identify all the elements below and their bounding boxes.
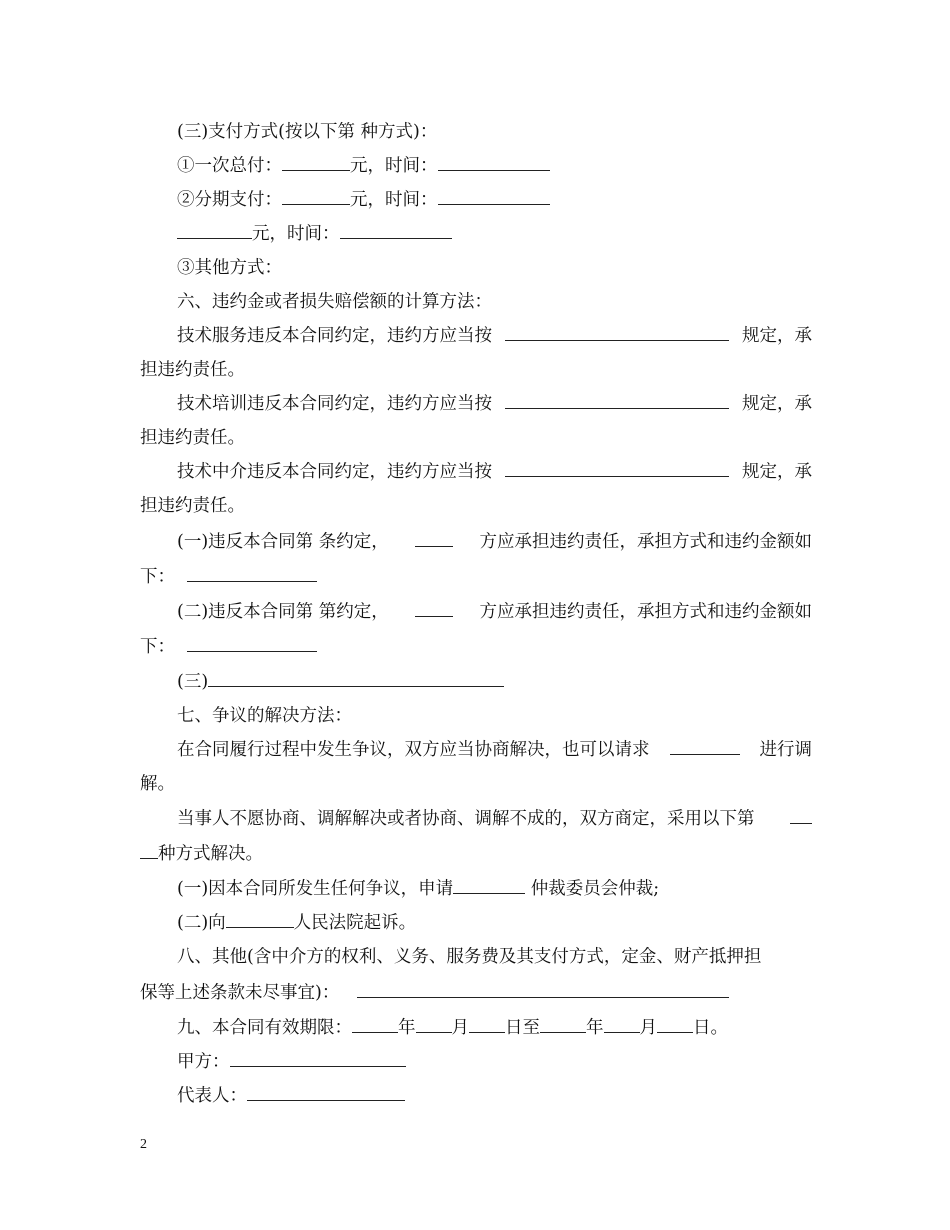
lump-sum-payment-line: ①一次总付： 元，时间： xyxy=(177,155,812,177)
rule-blank[interactable] xyxy=(505,461,729,477)
tech-service-clause: 技术服务违反本合同约定，违约方应当按 规定，承 xyxy=(177,326,812,346)
mediator-blank[interactable] xyxy=(670,739,740,755)
section-nine-term: 九、本合同有效期限： 年 月 日至 年 月 日。 xyxy=(177,1018,728,1038)
page-number: 2 xyxy=(140,1137,147,1152)
other-matters-blank[interactable] xyxy=(357,982,729,998)
section-seven-heading: 七、争议的解决方法： xyxy=(177,706,352,726)
dispute-mediation-clause: 在合同履行过程中发生争议，双方应当协商解决，也可以请求 进行调 xyxy=(177,740,812,760)
party-blank[interactable] xyxy=(415,601,453,617)
representative-blank[interactable] xyxy=(247,1085,405,1101)
breach-clause-two: (二)违反本合同第 第约定， 方应承担违约责任，承担方式和违约金额如 xyxy=(177,602,812,622)
start-day-blank[interactable] xyxy=(469,1017,505,1033)
breach-clause-three: (三) xyxy=(177,671,812,693)
amount-blank[interactable] xyxy=(282,155,350,171)
breach-clause-one: (一)违反本合同第 条约定， 方应承担违约责任，承担方式和违约金额如 xyxy=(177,532,812,552)
time-blank[interactable] xyxy=(340,223,452,239)
option-blank[interactable] xyxy=(790,808,812,824)
start-month-blank[interactable] xyxy=(416,1017,452,1033)
end-month-blank[interactable] xyxy=(604,1017,640,1033)
arbitration-option: (一)因本合同所发生任何争议，申请 仲裁委员会仲裁; xyxy=(177,879,660,899)
party-a-line: 甲方： xyxy=(177,1051,812,1073)
breach-clause-one-cont: 下： xyxy=(140,566,812,588)
section-eight-cont: 保等上述条款未尽事宜)： xyxy=(140,982,812,1004)
installment-extra-line: 元，时间： xyxy=(177,223,812,245)
tech-training-clause-cont: 担违约责任。 xyxy=(140,428,245,448)
tech-intermediary-clause-cont: 担违约责任。 xyxy=(140,496,245,516)
arbitration-committee-blank[interactable] xyxy=(453,878,525,894)
start-year-blank[interactable] xyxy=(352,1017,398,1033)
time-blank[interactable] xyxy=(438,155,550,171)
tech-service-clause-cont: 担违约责任。 xyxy=(140,360,245,380)
end-year-blank[interactable] xyxy=(540,1017,586,1033)
rule-blank[interactable] xyxy=(505,393,729,409)
time-blank[interactable] xyxy=(438,189,550,205)
other-payment-line: ③其他方式： xyxy=(177,258,282,278)
installment-payment-line: ②分期支付： 元，时间： xyxy=(177,189,812,211)
section-six-heading: 六、违约金或者损失赔偿额的计算方法： xyxy=(177,292,492,312)
tech-intermediary-clause: 技术中介违反本合同约定，违约方应当按 规定，承 xyxy=(177,462,812,482)
dispute-resolution-clause-cont: 种方式解决。 xyxy=(140,843,812,865)
representative-line: 代表人： xyxy=(177,1085,812,1107)
payment-method-heading: (三)支付方式(按以下第 种方式)： xyxy=(177,122,438,142)
end-day-blank[interactable] xyxy=(657,1017,693,1033)
party-a-blank[interactable] xyxy=(230,1051,406,1067)
court-blank[interactable] xyxy=(226,912,294,928)
dispute-resolution-clause: 当事人不愿协商、调解解决或者协商、调解不成的，双方商定，采用以下第 xyxy=(177,808,812,830)
section-eight-heading: 八、其他(含中介方的权利、义务、服务费及其支付方式，定金、财产抵押担 xyxy=(177,947,762,967)
breach-clause-two-cont: 下： xyxy=(140,636,812,658)
method-blank[interactable] xyxy=(187,636,317,652)
tech-training-clause: 技术培训违反本合同约定，违约方应当按 规定，承 xyxy=(177,394,812,414)
amount-blank[interactable] xyxy=(177,223,252,239)
rule-blank[interactable] xyxy=(505,325,729,341)
court-option: (二)向 人民法院起诉。 xyxy=(177,913,417,933)
party-blank[interactable] xyxy=(415,531,453,547)
amount-blank[interactable] xyxy=(282,189,350,205)
dispute-mediation-clause-cont: 解。 xyxy=(140,774,175,794)
option-blank[interactable] xyxy=(140,843,158,859)
method-blank[interactable] xyxy=(187,566,317,582)
clause-blank[interactable] xyxy=(208,671,504,687)
